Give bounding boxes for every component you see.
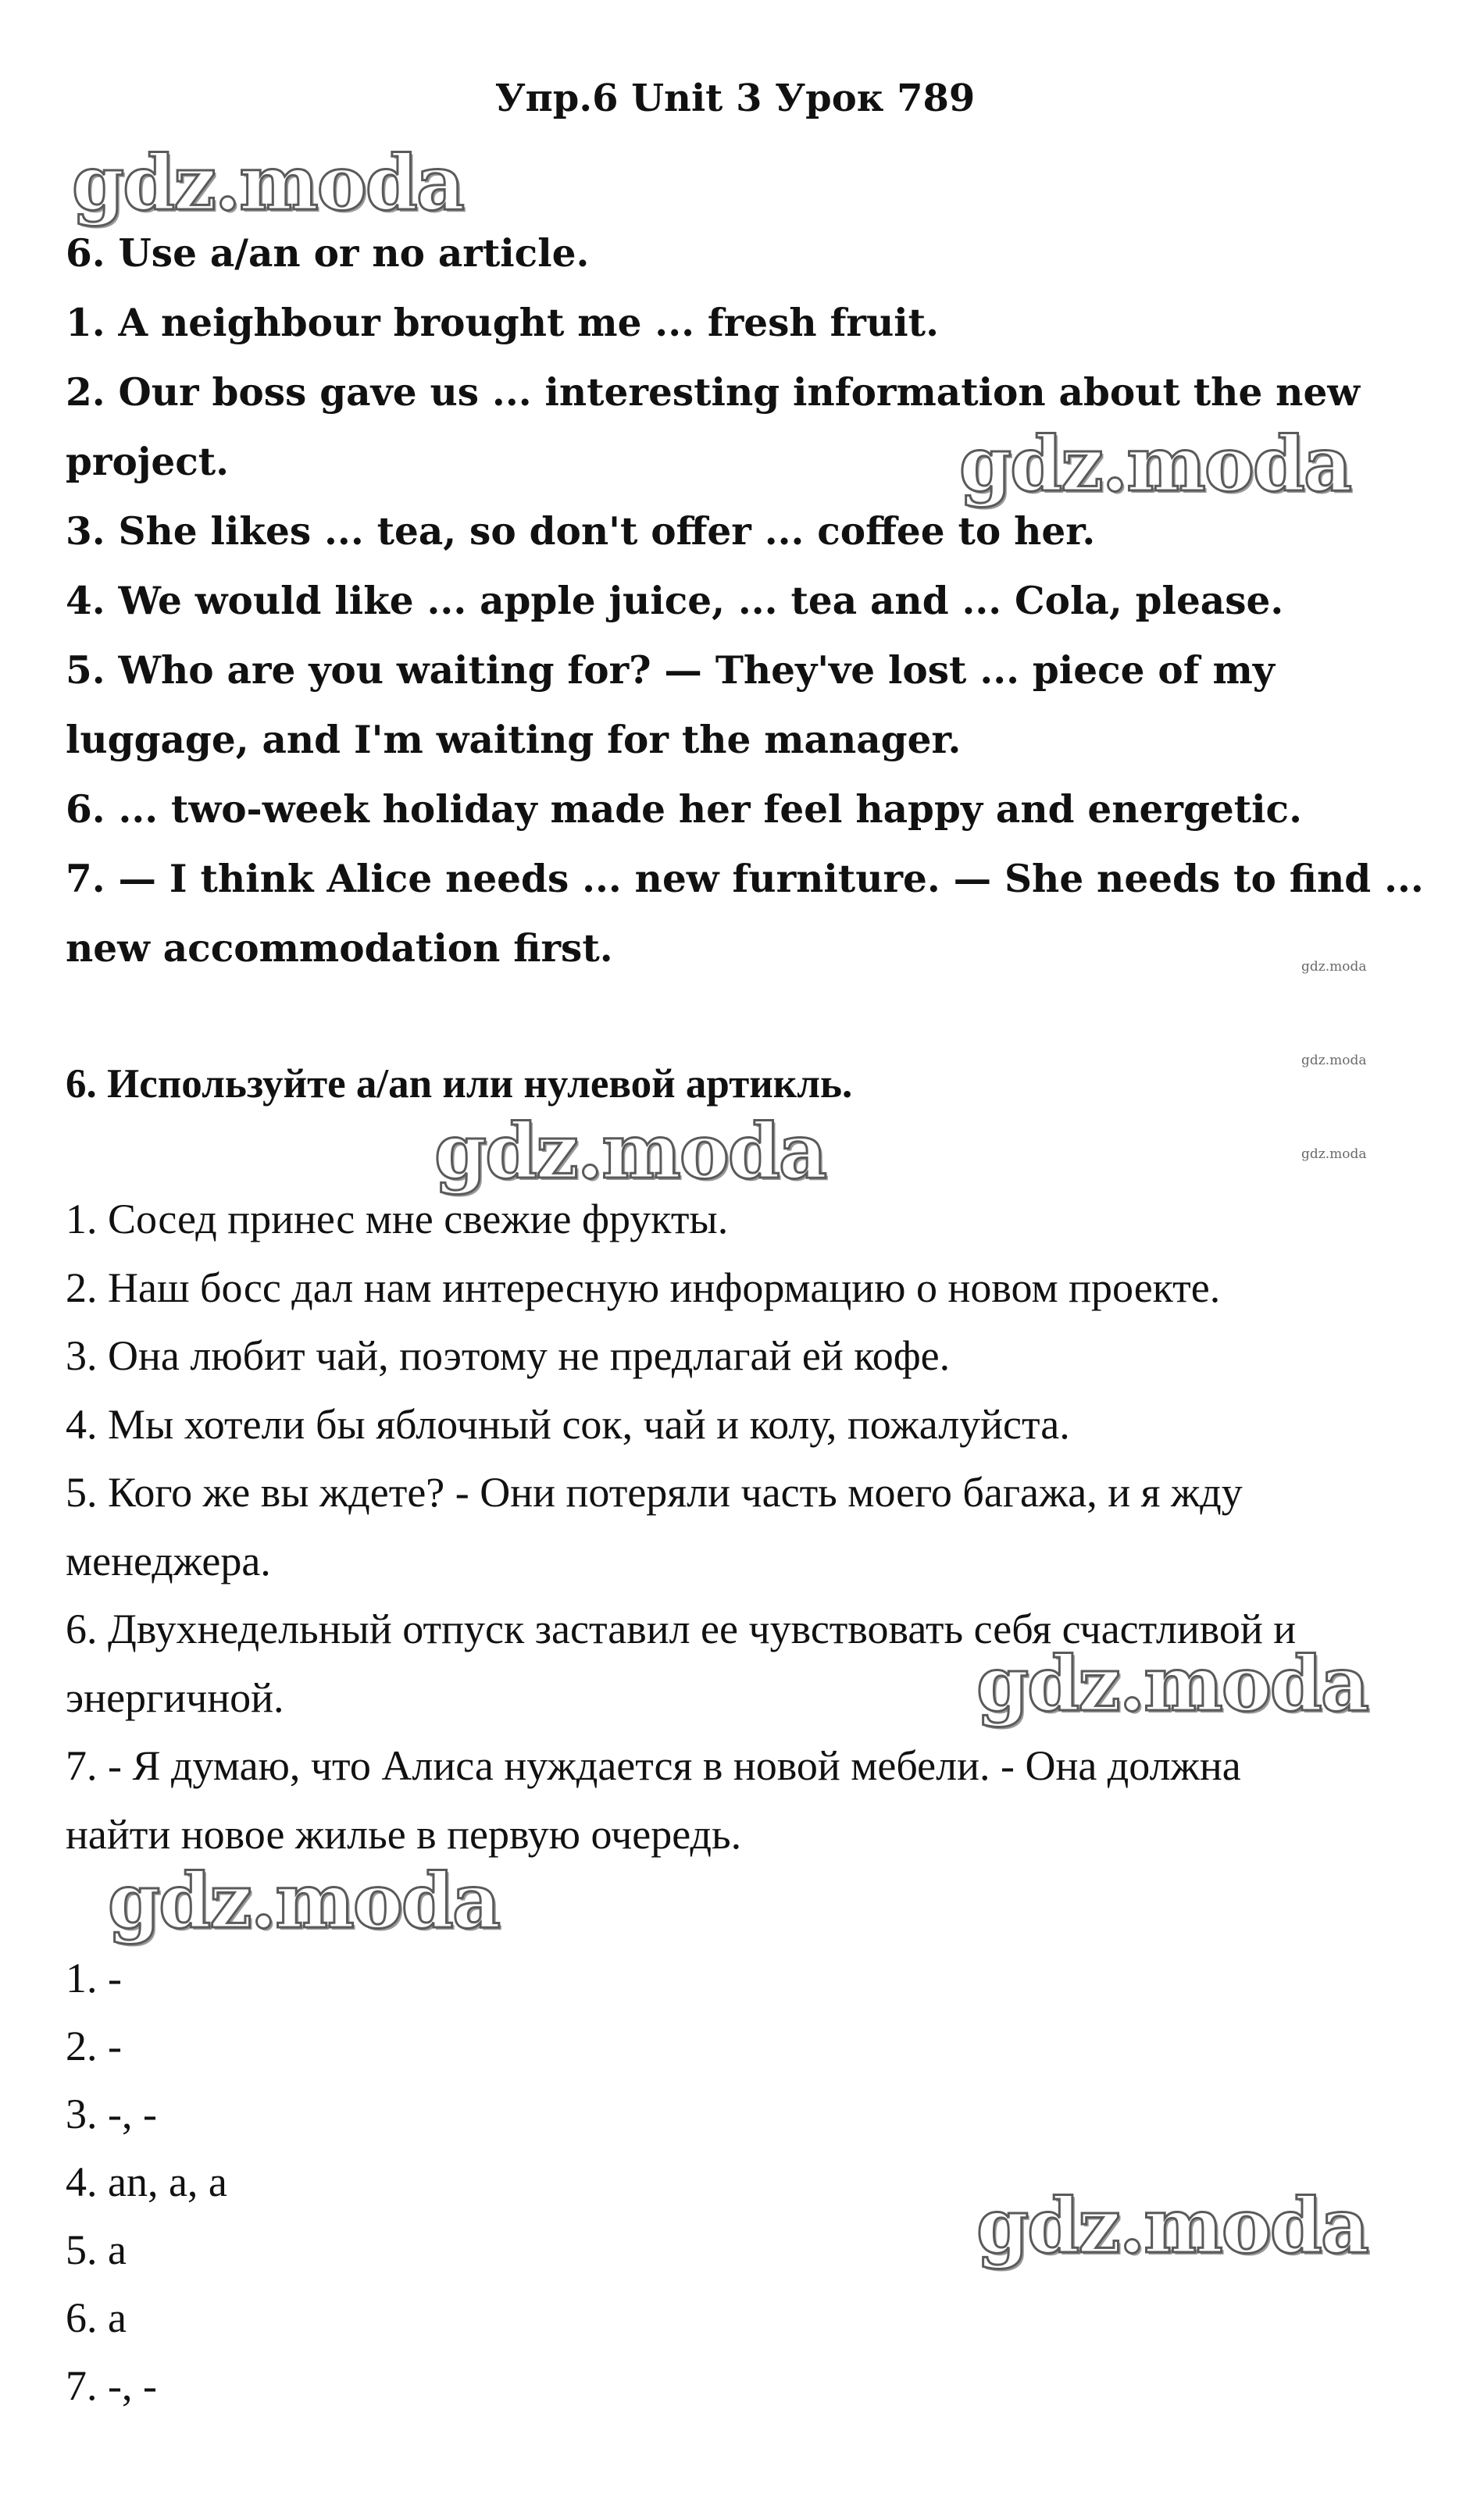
watermark-logo: gdz.moda: [976, 2182, 1368, 2270]
watermark-logo: gdz.moda: [976, 1640, 1368, 1728]
watermark-logo: gdz.moda: [434, 1107, 826, 1196]
translation-line: менеджера.: [66, 1537, 271, 1584]
translation-line: 6. Двухнедельный отпуск заставил ее чувствовать себя счастливой и: [66, 1606, 1297, 1652]
translation-line: найти новое жилье в первую очередь.: [66, 1810, 742, 1858]
answers-list: [66, 1944, 690, 2420]
exercise-line: 7. — I think Alice needs ... new furniture. — She needs to find ...: [66, 857, 1424, 901]
page-title: Упр.6 Unit 3 Урок 789: [494, 77, 976, 120]
exercise-line: 1. A neighbour brought me ... fresh fruit.: [66, 301, 939, 345]
translation-line: 1. Сосед принес мне свежие фрукты.: [66, 1196, 729, 1242]
exercise-heading-en: 6. Use a/an or no article.: [66, 231, 590, 276]
exercise-line: 2. Our boss gave us ... interesting information about the new: [66, 370, 1361, 415]
translation-line: 5. Кого же вы ждете? - Они потеряли часть моего багажа, и я жду: [66, 1469, 1243, 1516]
answer-line: 3. -, -: [66, 2090, 157, 2137]
watermark-logo: gdz.moda: [108, 1857, 500, 1945]
answer-line: 7. -, -: [66, 2362, 157, 2409]
answer-line: 1. -: [66, 1955, 122, 2001]
watermark-logo: gdz.moda: [72, 139, 464, 227]
watermark-small: gdz.moda: [1301, 1053, 1367, 1068]
exercise-line: 4. We would like ... apple juice, ... tea and ... Cola, please.: [66, 579, 1284, 623]
answer-line: 4. an, a, a: [66, 2158, 227, 2205]
exercise-line: new accommodation first.: [66, 926, 613, 971]
watermark-small: gdz.moda: [1301, 959, 1367, 975]
exercise-line: project.: [66, 440, 230, 484]
exercise-english: [66, 219, 1425, 983]
exercise-line: 3. She likes ... tea, so don't offer ... coffee to her.: [66, 509, 1096, 554]
watermark-logo: gdz.moda: [959, 420, 1351, 508]
exercise-line: 5. Who are you waiting for? — They've lost ... piece of my: [66, 648, 1275, 693]
translation-line: 7. - Я думаю, что Алиса нуждается в новой мебели. - Она должна: [66, 1742, 1241, 1789]
translation-line: энергичной.: [66, 1673, 284, 1721]
answer-line: 5. a: [66, 2226, 127, 2273]
translation-line: 3. Она любит чай, поэтому не предлагай ей кофе.: [66, 1332, 951, 1379]
answer-line: 2. -: [66, 2023, 122, 2069]
exercise-line: luggage, and I'm waiting for the manager.: [66, 718, 962, 762]
watermark-small: gdz.moda: [1301, 1146, 1367, 1162]
answer-line: 6. a: [66, 2294, 127, 2341]
translation-line: 4. Мы хотели бы яблочный сок, чай и колу, пожалуйста.: [66, 1400, 1070, 1448]
exercise-line: 6. ... two-week holiday made her feel happy and energetic.: [66, 787, 1302, 832]
translation-line: 2. Наш босс дал нам интересную информацию о новом проекте.: [66, 1264, 1221, 1311]
exercise-russian: [66, 1185, 1440, 1869]
exercise-heading-ru: 6. Используйте a/an или нулевой артикль.: [66, 1061, 853, 1107]
